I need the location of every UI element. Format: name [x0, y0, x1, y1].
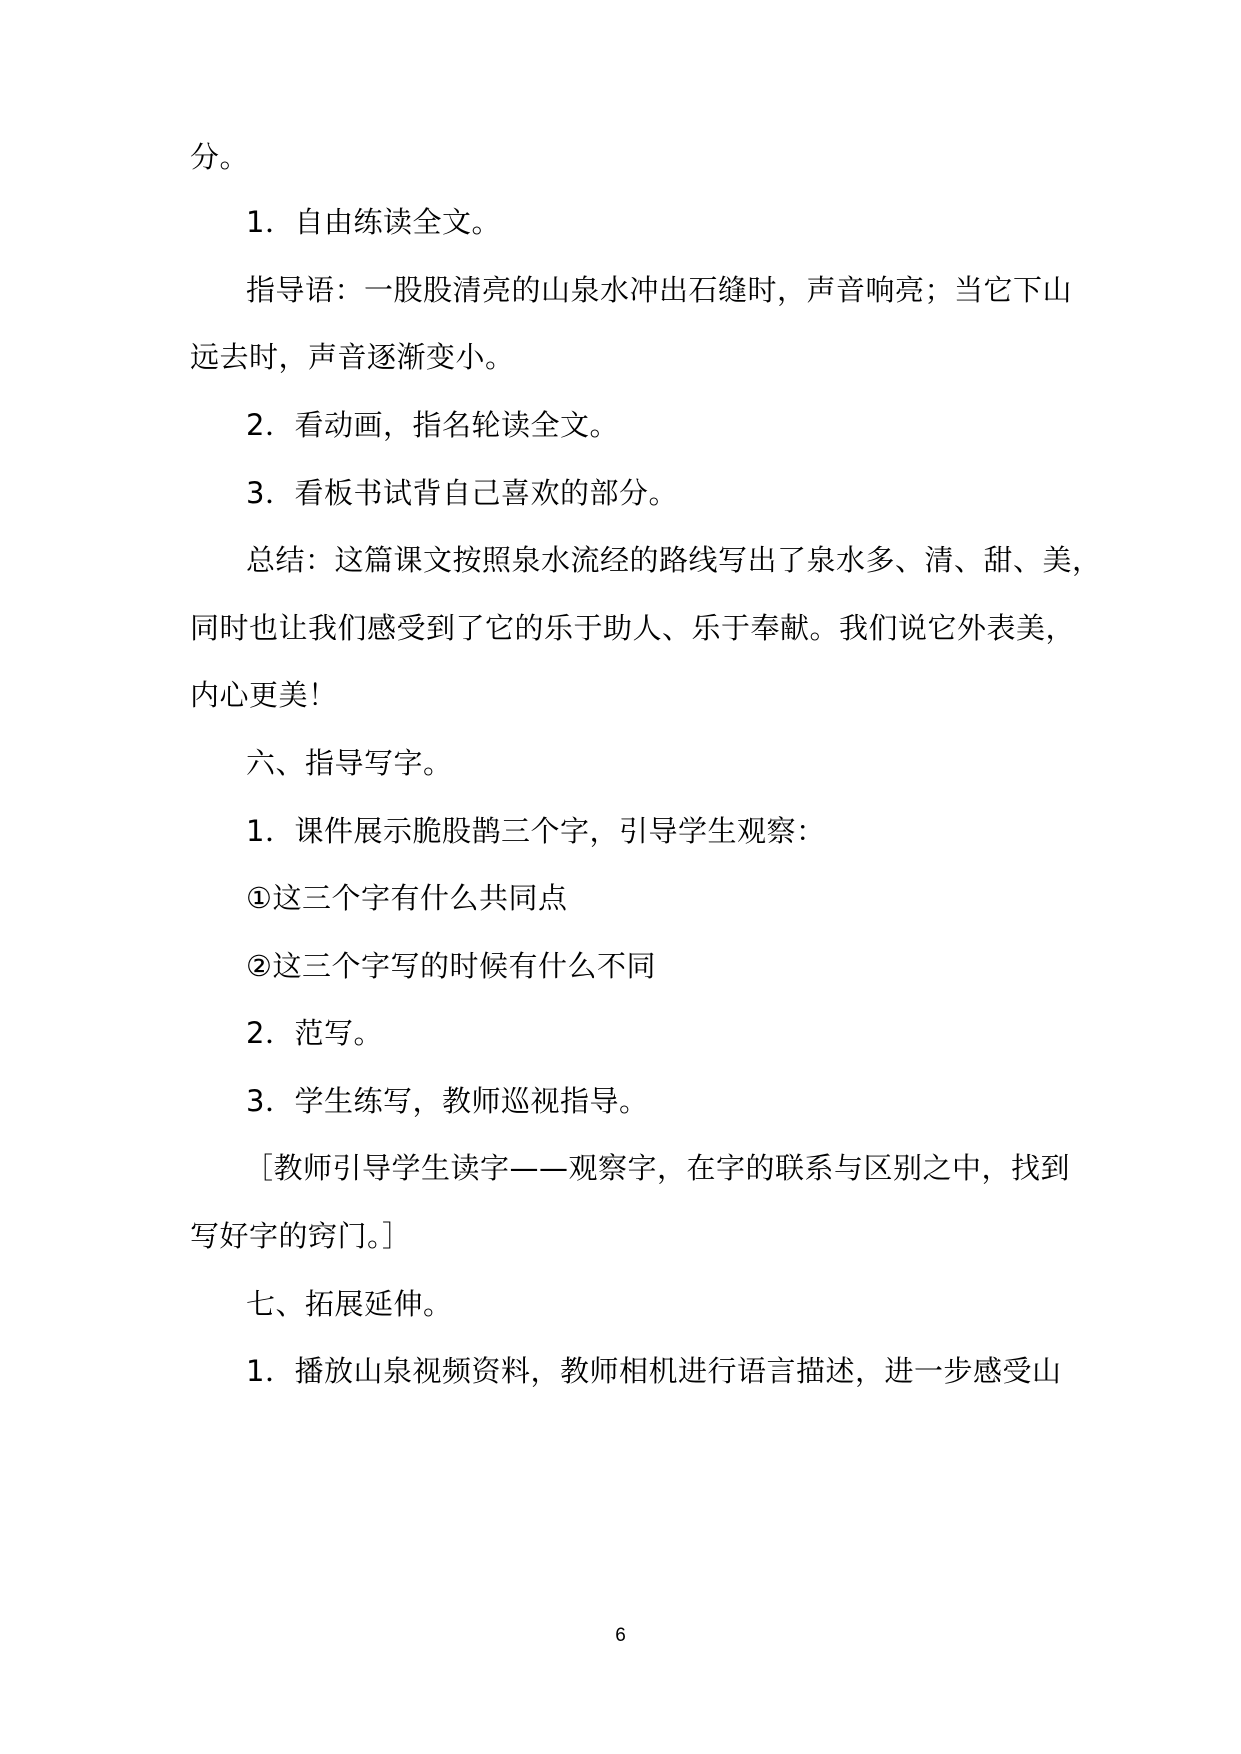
paragraph-line: ［教师引导学生读字——观察字，在字的联系与区别之中，找到 — [244, 1151, 1071, 1185]
paragraph-line: 2．看动画，指名轮读全文。 — [246, 408, 619, 442]
page-number: 6 — [615, 1625, 626, 1646]
paragraph-line: 1．课件展示脆股鹊三个字，引导学生观察： — [246, 814, 826, 848]
paragraph-line: 同时也让我们感受到了它的乐于助人、乐于奉献。我们说它外表美， — [190, 611, 1076, 645]
paragraph-line: 3．看板书试背自己喜欢的部分。 — [246, 476, 678, 510]
paragraph-line: ①这三个字有什么共同点 — [246, 881, 568, 915]
paragraph-line: 2．范写。 — [246, 1016, 383, 1050]
paragraph-line: 分。 — [190, 140, 250, 174]
paragraph-line: 写好字的窍门。］ — [190, 1219, 412, 1253]
paragraph-line: ②这三个字写的时候有什么不同 — [246, 949, 656, 983]
paragraph-line: 内心更美！ — [190, 678, 338, 712]
section-heading: 七、拓展延伸。 — [246, 1287, 453, 1321]
paragraph-line: 3．学生练写，教师巡视指导。 — [246, 1084, 649, 1118]
paragraph-line: 1．自由练读全文。 — [246, 205, 501, 239]
paragraph-line: 总结：这篇课文按照泉水流经的路线写出了泉水多、清、甜、美， — [246, 543, 1102, 577]
section-heading: 六、指导写字。 — [246, 746, 453, 780]
paragraph-line: 远去时，声音逐渐变小。 — [190, 340, 515, 374]
paragraph-line: 指导语：一股股清亮的山泉水冲出石缝时，声音响亮；当它下山 — [246, 273, 1073, 307]
paragraph-line: 1．播放山泉视频资料，教师相机进行语言描述，进一步感受山 — [246, 1354, 1062, 1388]
